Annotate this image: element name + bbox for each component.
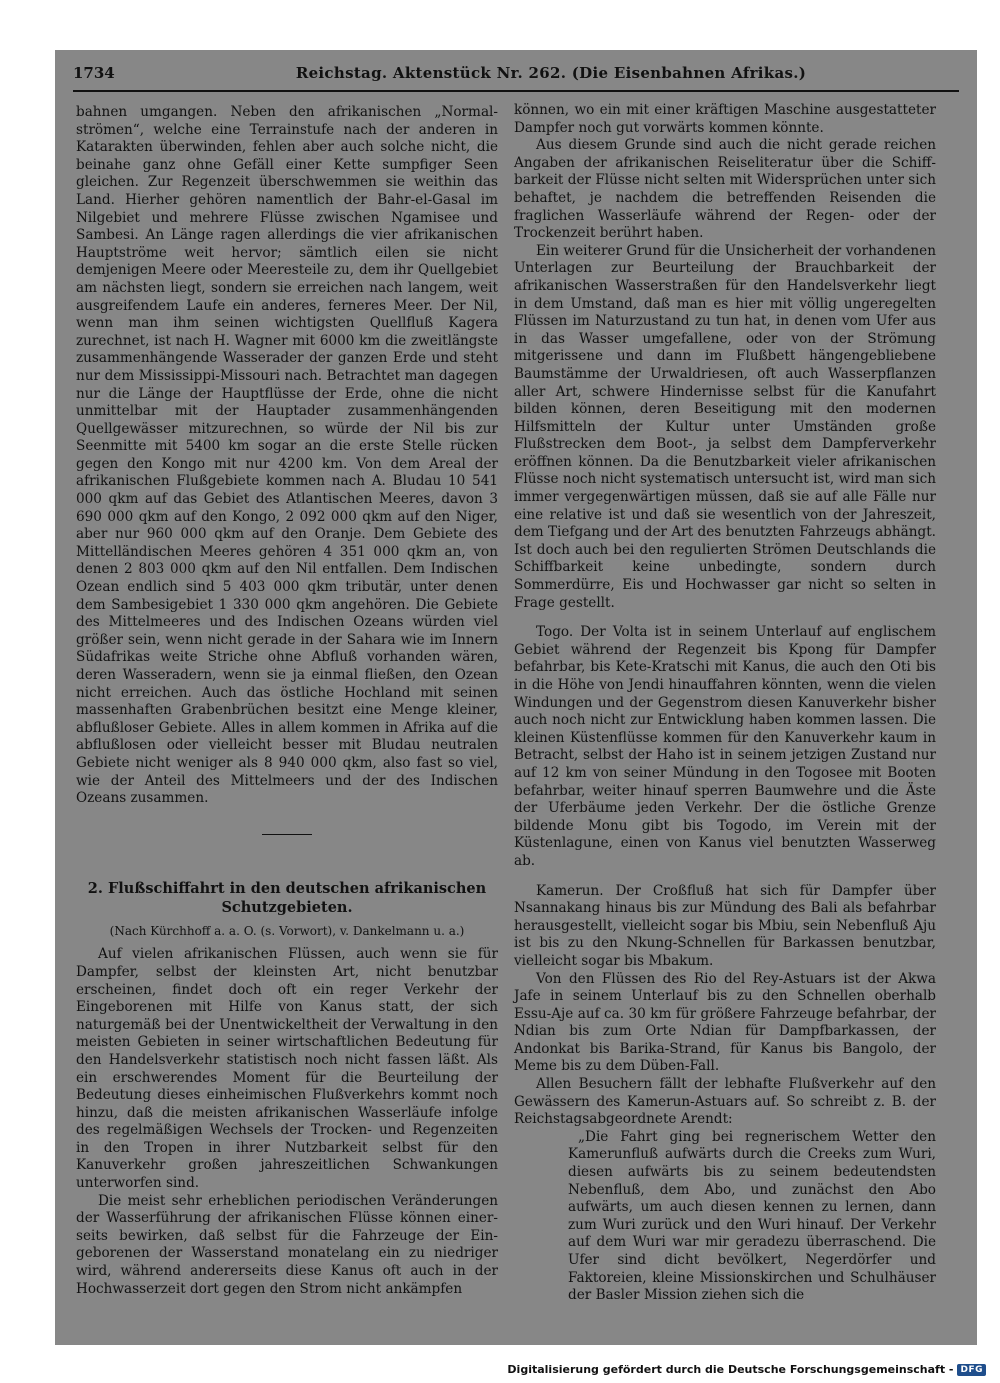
section-separator [262, 834, 312, 835]
rio-del-rey-paragraph: Von den Flüssen des Rio del Rey-Astuars ist der Akwa Jafe in seinem Unterlauf bis zu den Schnellen oberhalb Essu-Aje auf ca. 30 km für größere Fahrzeuge befahrbar, der Ndian bis zum Orte Ndian für Dampfbarkassen, der Andonkat bis Barika-Strand, für Kanus bis Bangolo, der Meme bis zu dem Düben-Fall. [514, 970, 936, 1075]
togo-paragraph: Togo. Der Volta ist in seinem Unterlauf auf englischem Gebiet während der Regenzeit bis Kpong für Dampfer befahrbar, bis Kete-Kratschi mit Kanus, die auch den Oti bis in die Höhe von Jendi hinauffahren könnten, wenn die vielen Windungen und der Gegenstrom diesen Kanuverkehr bisher auch noch nicht zur Entwicklung haben kommen lassen. Die kleinen Küstenflüsse kommen für den Kanuverkehr kaum in Betracht, selbst der Haho ist in seinem jetzigen Zustand nur auf 12 km von seiner Mündung in den Togosee mit Booten befahrbar, weiter hinauf sperren Baumwehre und die Äste der Uferbäume jeden Verkehr. Der die östliche Grenze bildende Monu gibt bis Togodo, im Verein mit der Küstenlagune, einen von Kanus viel benutzten Wasserweg ab. [514, 624, 936, 869]
right-paragraph-1: können, wo ein mit einer kräftigen Maschine ausgestatteter Dampfer noch gut vorwärts kommen könnte. [514, 102, 936, 136]
footer-text: Digitalisierung gefördert durch die Deutsche Forschungsgemeinschaft - [507, 1363, 954, 1376]
right-paragraph-2: Aus diesem Grunde sind auch die nicht gerade reichen Angaben der afrikanischen Reiseliteratur über die Schiffbarkeit der Flüsse nicht selten mit Widersprüchen unter sich behaftet, je nachdem die betreffenden Reisenden die fraglichen Wasserläufe während der Regen- oder der Trockenzeit berührt haben. [514, 137, 936, 242]
right-paragraph-3: Ein weiterer Grund für die Unsicherheit der vorhandenen Unterlagen zur Beurteilung der Brauchbarkeit der afrikanischen Wasserstraßen für den Handelsverkehr liegt in dem Umstand, daß man es hier mit völlig ungeregelten Flüssen im Naturzustand zu tun hat, in denen vom Ufer aus in das Wasser umgefallene, oder von der Strömung mitgerissene und dann im Flußbett hängengebliebene Baumstämme der Urwaldriesen, oft auch Wasserpflanzen aller Art, schwere Hindernisse selbst für die Kanufahrt bilden können, deren Beseitigung mit den modernen Hilfsmitteln der Kultur unter Umständen große Flußstrecken dem Boot-, ja selbst dem Dampferverkehr eröffnen können. Da die Benutzbarkeit vieler afrikanischen Flüsse noch nicht systematisch untersucht ist, wird man sich immer vergegenwärtigen müssen, daß sie auf alle Fälle nur eine relative ist und daß sie wesentlich von der Jahreszeit, dem Tiefgang und der Art des benutzten Fahrzeugs abhängt. Ist doch auch bei den regulierten Strömen Deutschlands die Schiffbarkeit keine unbedingte, sondern durch Sommerdürre, Eis und Hochwasser gar nicht so selten in Frage gestellt. [514, 242, 936, 611]
dfg-logo-icon[interactable]: DFG [957, 1364, 986, 1376]
scanned-page [55, 50, 977, 1345]
section-paragraph-2: Die meist sehr erheblichen periodischen Veränderungen der Wasserführung der afrikanischen Flüsse können einerseits bewirken, daß selbst für die Fahrzeuge der Eingeborenen der Wasserstand monatelang ein zu niedriger wird, während andererseits diese Kanus oft auch in der Hochwasserzeit dort gegen den Strom nicht ankämpfen [76, 1192, 498, 1297]
section-paragraph-1: Auf vielen afrikanischen Flüssen, auch wenn sie für Dampfer, selbst der kleinsten Art, nicht benutzbar erscheinen, findet doch oft ein reger Verkehr der Eingeborenen mit Hilfe von Kanus statt, der sich naturgemäß bei der Unentwickeltheit der Verwaltung in den meisten Gebieten in seiner wirtschaftlichen Bedeutung für den Handelsverkehr statistisch noch nicht fassen läßt. Als ein erschwerendes Moment für die Beurteilung der Bedeutung dieses einheimischen Flußverkehrs kommt noch hinzu, daß die meisten afrikanischen Wasserläufe infolge des regelmäßigen Wechsels der Trocken- und Regenzeiten in den Tropen in ihrer Nutzbarkeit selbst für den Kanuverkehr großen jahreszeitlichen Schwankungen unterworfen sind. [76, 946, 498, 1192]
header-rule [73, 90, 959, 92]
arendt-intro-paragraph: Allen Besuchern fällt der lebhafte Flußverkehr auf den Gewässern des Kamerun-Astuars auf. So schreibt z. B. der Reichstagsabgeordnete Arendt: [514, 1076, 936, 1128]
kamerun-paragraph: Kamerun. Der Croßfluß hat sich für Dampfer über Nsannakang hinaus bis zur Mündung des Bali als befahrbar herausgestellt, vielleicht sogar bis Mbiu, sein Nebenfluß Aju ist bis zu den Nkung-Schnellen für Barkassen benutzbar, vielleicht sogar bis Mbakum. [514, 882, 936, 969]
arendt-quote [568, 1129, 936, 1305]
section-heading: 2. Flußschiffahrt in den deutschen afrikanischen Schutzgebieten. [87, 879, 487, 916]
arendt-quote-text: „Die Fahrt ging bei regnerischem Wetter den Kamerunfluß aufwärts durch die Creeks zum Wuri, diesen aufwärts bis zu seinem bedeutendsten Nebenfluß, dem Abo, und zunächst den Abo aufwärts, um auch diesen kennen zu lernen, dann zum Wuri zurück und den Wuri hinauf. Der Verkehr auf dem Wuri war mir geradezu überraschend. Die Ufer sind dicht bevölkert, Negerdörfer und Faktoreien, kleine Missionskirchen und Schulhäuser der Basler Mission ziehen sich die [568, 1128, 936, 1304]
footer [507, 1363, 986, 1376]
page-header-title: Reichstag. Aktenstück Nr. 262. (Die Eisenbahnen Afrikas.) [295, 64, 807, 82]
page-number: 1734 [73, 64, 115, 82]
page-header [73, 62, 959, 84]
left-column [76, 104, 498, 1298]
left-paragraph-1: bahnen umgangen. Neben den afrikanischen „Normalströmen“, welche eine Terrainstufe nach der anderen in Katarakten überwinden, fehlen aber auch solche nicht, die beinahe ganz ohne Gefäll einer Kette sumpfiger Seen gleichen. Zur Regenzeit überschwemmen sie weithin das Land. Hierher gehören namentlich der Bahr-el-Gasal im Nilgebiet und mehrere Flüsse zwischen Ngamisee und Sambesi. An Länge ragen allerdings die vier afrikanischen Hauptströme weit hervor; sämtlich eilen sie nicht demjenigen Meere oder Meeresteile zu, dem ihr Quellgebiet am nächsten liegt, sondern sie erreichen nach langem, weit ausgreifendem Laufe ein anderes, ferneres Meer. Der Nil, wenn man ihm seinen wichtigsten Quellfluß Kagera zurechnet, ist nach H. Wagner mit 6000 km die zweitlängste zusammenhängende Wasserader der ganzen Erde und steht nur dem Mississippi-Missouri nach. Betrachtet man dagegen nur die Länge der Hauptflüsse der Erde, ohne die nicht unmittelbar mit der Hauptader zusammenhängenden Quellgewässer mitzurechnen, so würde der Nil bis zur Seenmitte mit 5400 km sogar an die erste Stelle rücken gegen den Kongo mit nur 4200 km. Von dem Areal der afrikanischen Flußgebiete kommen nach A. Bludau 10 541 000 qkm auf das Gebiet des Atlantischen Meeres, davon 3 690 000 qkm auf den Kongo, 2 092 000 qkm auf den Niger, aber nur 960 000 qkm auf den Oranje. Dem Gebiete des Mittelländischen Meeres gehören 4 351 000 qkm an, von denen 2 803 000 qkm auf den Nil entfallen. Dem Indischen Ozean endlich sind 5 403 000 qkm tributär, unter denen dem Sambesigebiet 1 330 000 qkm angehören. Die Gebiete des Mittelmeeres und des Indischen Ozeans würden viel größer sein, wenn nicht gerade in der Sahara wie im Innern Südafrikas weite Striche ohne Abfluß vorhanden wären, deren Wasseradern, wenn sie ja einmal fließen, den Ozean nicht erreichen. Auch das östliche Hochland mit seinen massenhaften Grabenbrüchen besitzt eine Menge kleiner, abflußloser Gebiete. Alles in allem kommen in Afrika auf die abflußlosen oder vielleicht besser mit Bludau neutralen Gebiete nicht weniger als 8 940 000 qkm, also fast so viel, wie der Anteil des Mittelmeers und der des Indischen Ozeans zusammen. [76, 104, 498, 807]
section-source: (Nach Kürchhoff a. a. O. (s. Vorwort), v. Dankelmann u. a.) [109, 923, 465, 938]
right-column [514, 102, 936, 1305]
